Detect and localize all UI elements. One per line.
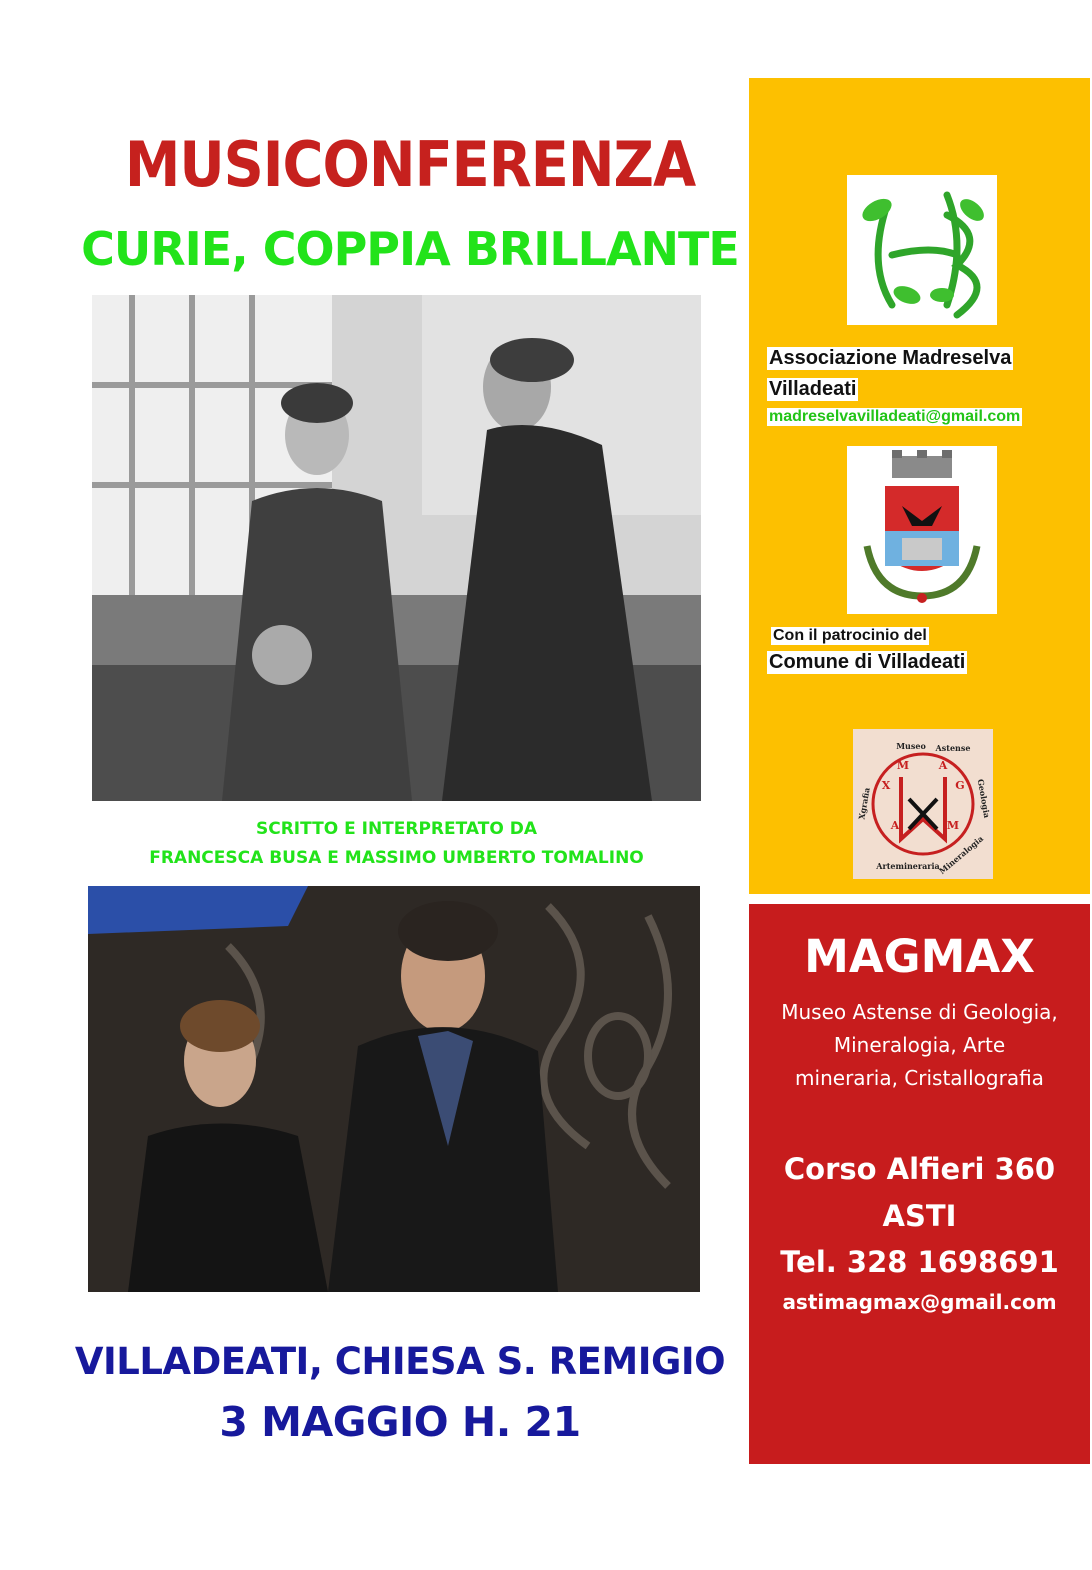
event-subtitle: CURIE, COPPIA BRILLANTE <box>81 222 739 276</box>
curie-photo-illustration <box>92 295 701 801</box>
magmax-ring-mineralogia: Mineralogia <box>937 833 986 877</box>
association-name: Associazione Madreselva <box>769 347 1012 369</box>
magmax-letter-x: X <box>881 779 891 792</box>
magmax-letter-a2: A <box>890 819 900 832</box>
magmax-ring-museo: Museo <box>896 741 926 751</box>
magmax-letter-g: G <box>955 779 965 792</box>
magmax-logo-emblem <box>853 729 993 879</box>
museum-desc-1: Museo Astense di Geologia, <box>781 1000 1058 1024</box>
curie-historic-photo <box>92 295 701 801</box>
magmax-letter-m2: M <box>946 819 960 832</box>
performers-photo <box>88 886 700 1292</box>
comune-coat-of-arms <box>847 446 997 614</box>
museum-phone[interactable]: Tel. 328 1698691 <box>780 1245 1059 1279</box>
patronage-text: Con il patrocinio del <box>773 627 927 644</box>
magmax-letter-a: A <box>938 759 948 772</box>
performers-photo-illustration <box>88 886 700 1292</box>
magmax-ring-xgrafia: Xgrafia <box>856 786 872 821</box>
event-venue: VILLADEATI, CHIESA S. REMIGIO <box>74 1340 726 1383</box>
museum-address: Corso Alfieri 360 <box>783 1152 1056 1186</box>
museum-desc-2: Mineralogia, Arte <box>833 1033 1006 1057</box>
museum-desc-3: mineraria, Cristallografia <box>795 1066 1044 1090</box>
madreselva-logo <box>847 175 997 325</box>
magmax-logo <box>853 729 993 879</box>
patronage-comune: Comune di Villadeati <box>769 651 966 673</box>
credits-line-1: SCRITTO E INTERPRETATO DA <box>256 819 537 839</box>
magmax-letter-m: M <box>896 759 910 772</box>
museum-email[interactable]: astimagmax@gmail.com <box>782 1290 1057 1314</box>
event-datetime: 3 MAGGIO H. 21 <box>219 1398 581 1446</box>
madreselva-logo-emblem <box>847 175 997 325</box>
association-town: Villadeati <box>769 378 857 400</box>
event-title: MUSICONFERENZA <box>124 128 696 201</box>
museum-name: MAGMAX <box>804 930 1035 983</box>
museum-city: ASTI <box>882 1199 957 1233</box>
association-email[interactable]: madreselvavilladeati@gmail.com <box>769 408 1021 425</box>
credits-line-2: FRANCESCA BUSA E MASSIMO UMBERTO TOMALINO <box>149 848 644 868</box>
magmax-ring-astense: Astense <box>935 743 971 753</box>
magmax-ring-geologia: Geologia <box>975 778 993 819</box>
coat-of-arms-emblem <box>847 446 997 614</box>
magmax-ring-artemineraria: Artemineraria <box>876 861 940 871</box>
